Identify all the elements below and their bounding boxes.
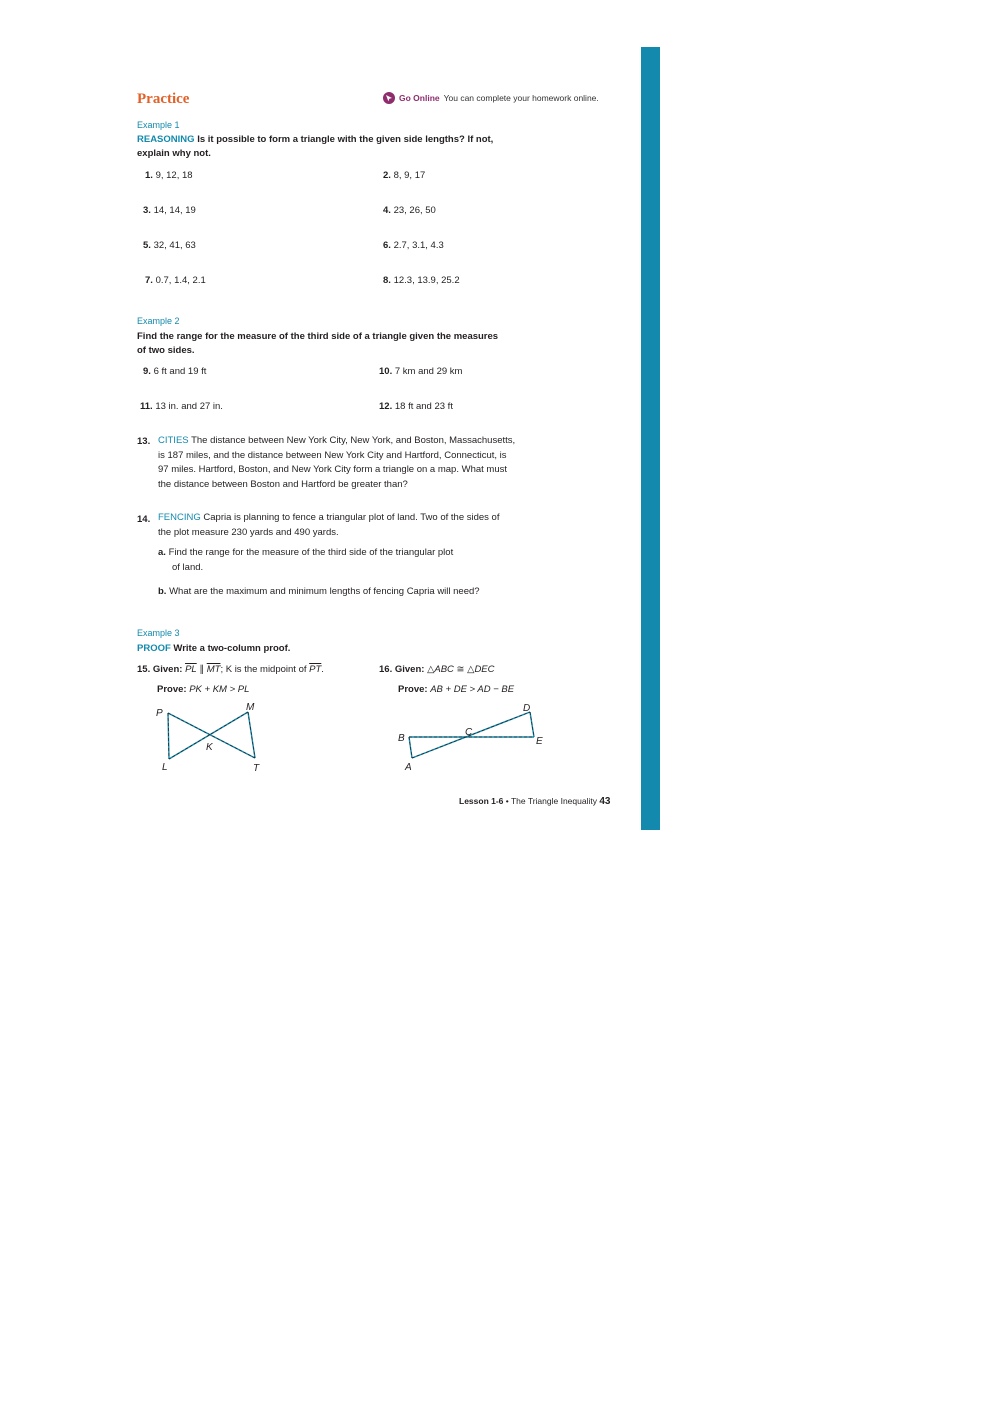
problem-16-prove: Prove: AB + DE > AD − BE [398, 684, 515, 695]
problem-15-prove: Prove: PK + KM > PL [157, 684, 250, 695]
problem-14-number: 14. [137, 514, 151, 525]
section1-instruction-line2: explain why not. [137, 148, 211, 159]
example-2-heading: Example 2 [137, 316, 180, 326]
point-d-label: D [523, 703, 531, 714]
exercise-8: 8. 12.3, 13.9, 25.2 [383, 275, 460, 286]
problem-13-number: 13. [137, 436, 151, 447]
section1-instruction [137, 133, 493, 161]
reasoning-keyword: REASONING [137, 134, 195, 145]
example-3-heading: Example 3 [137, 628, 180, 638]
exercise-9: 9. 6 ft and 19 ft [143, 366, 207, 377]
problem-15-given: 15. Given: $\overline{PL}$ ∥ $\overline{MT}$; K is the midpoint of $\overline{PT}$. [137, 664, 324, 675]
exercise-5: 5. 32, 41, 63 [143, 240, 196, 251]
fencing-keyword: FENCING [158, 512, 201, 523]
exercise-10: 10. 7 km and 29 km [379, 366, 463, 377]
proof-keyword: PROOF [137, 643, 171, 654]
crossed-triangles-diagram [395, 700, 550, 778]
point-l-label: L [162, 762, 168, 773]
lesson-number: Lesson 1-6 [459, 796, 504, 806]
exercise-7: 7. 0.7, 1.4, 2.1 [145, 275, 206, 286]
point-b-label: B [398, 733, 405, 744]
point-k-label: K [206, 742, 213, 753]
exercise-6: 6. 2.7, 3.1, 4.3 [383, 240, 444, 251]
problem-14-part-b: b. What are the maximum and minimum lengths of fencing Capria will need? [158, 586, 480, 597]
section2-instruction-line1: Find the range for the measure of the third side of a triangle given the measures [137, 331, 499, 342]
cities-keyword: CITIES [158, 435, 189, 446]
cursor-icon [383, 92, 395, 104]
page-number: 43 [599, 796, 611, 807]
bowtie-diagram [150, 700, 270, 778]
exercise-1: 1. 9, 12, 18 [145, 170, 193, 181]
point-m-label: M [246, 702, 255, 713]
point-c-label: C [465, 727, 473, 738]
example-1-heading: Example 1 [137, 120, 180, 130]
point-p-label: P [156, 708, 163, 719]
problem-16-given: 16. Given: △ABC ≅ △DEC [379, 664, 495, 675]
go-online-banner[interactable] [383, 92, 599, 104]
section2-instruction-line2: of two sides. [137, 345, 195, 356]
problem-13-text: CITIES The distance between New York City, New York, and Boston, Massachusetts, is 187 miles, and the distance between New York City and Hartford, Connecticut, is 97 miles. Hartford, Boston, and New York City form a triangle on a map. What must the distance between Boston and Hartford be greater than? [158, 435, 516, 490]
problem-14-text: FENCING Capria is planning to fence a triangular plot of land. Two of the sides of the plot measure 230 yards and 490 yards. [158, 512, 500, 538]
problem-14-part-a: a. Find the range for the measure of the third side of the triangular plot of land. [158, 547, 454, 573]
exercise-2: 2. 8, 9, 17 [383, 170, 426, 181]
side-color-bar [641, 47, 660, 830]
point-t-label: T [253, 763, 260, 774]
exercise-11: 11. 13 in. and 27 in. [140, 401, 223, 412]
go-online-text: You can complete your homework online. [443, 93, 599, 103]
page-footer: Lesson 1-6 • The Triangle Inequality 43 [459, 796, 611, 807]
page-title: Practice [137, 91, 190, 107]
point-a-label: A [405, 762, 412, 773]
lesson-title: The Triangle Inequality [510, 796, 597, 806]
exercise-4: 4. 23, 26, 50 [383, 205, 436, 216]
section1-instruction-line1: Is it possible to form a triangle with the given side lengths? If not, [197, 134, 494, 145]
exercise-3: 3. 14, 14, 19 [143, 205, 196, 216]
point-e-label: E [536, 736, 543, 747]
go-online-label[interactable]: Go Online [399, 93, 440, 103]
section3-instruction: PROOF Write a two-column proof. [137, 643, 291, 654]
exercise-12: 12. 18 ft and 23 ft [379, 401, 453, 412]
section2-instruction [137, 330, 498, 358]
